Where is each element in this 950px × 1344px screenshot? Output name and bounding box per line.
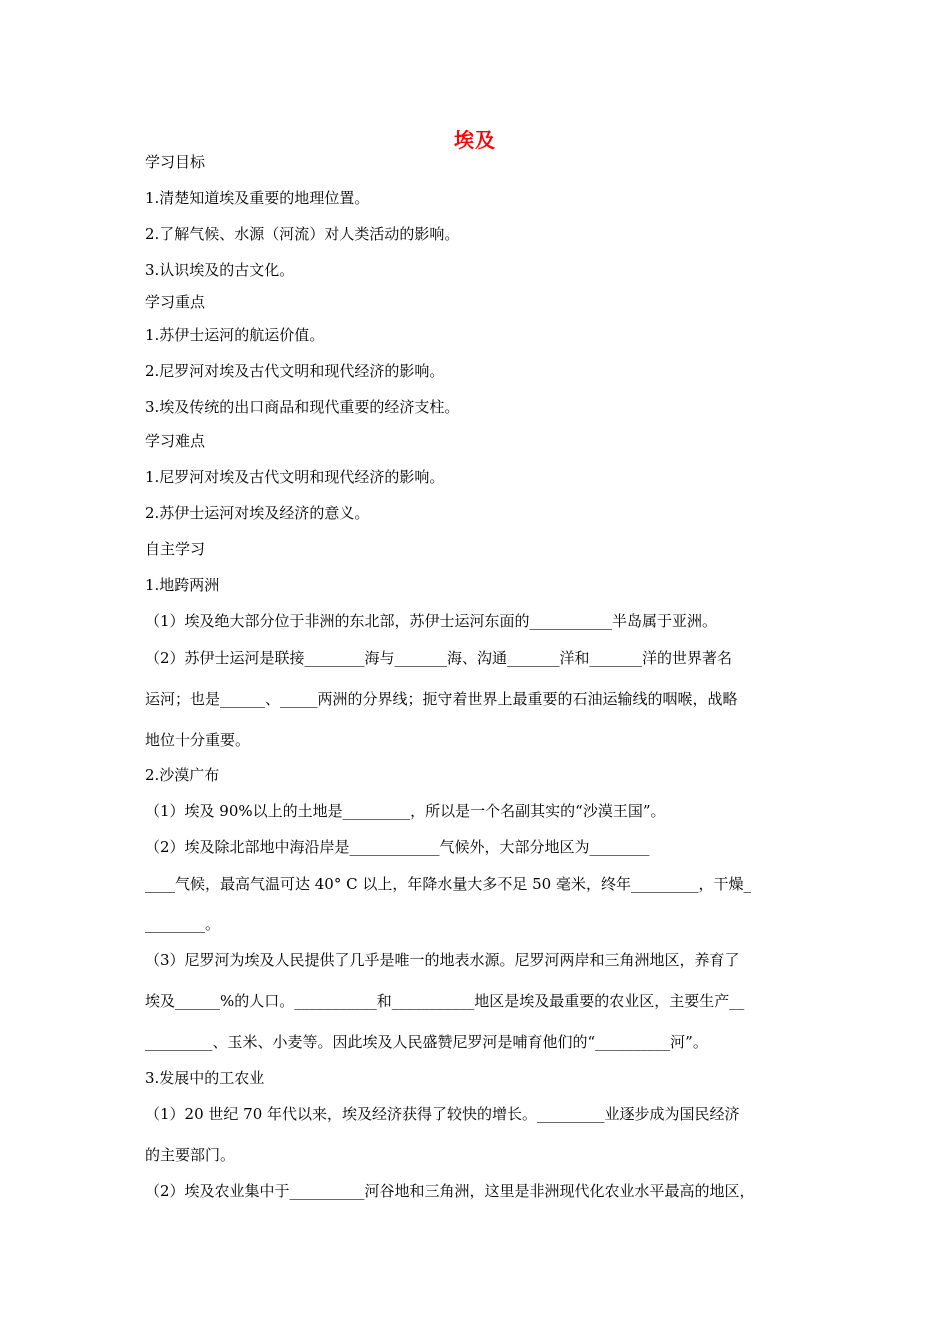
page-title: 埃及 [454,128,496,152]
section-2-heading: 2.沙漠广布 [145,766,220,784]
question-1-1: （1）埃及绝大部分位于非洲的东北部，苏伊士运河东面的___________半岛属于亚洲。 [145,612,718,630]
question-1-2-line-2: 运河；也是______、_____两洲的分界线；扼守着世界上最重要的石油运输线的咽喉，战略 [145,690,738,708]
heading-difficulties: 学习难点 [145,432,206,450]
heading-self-study: 自主学习 [145,540,206,558]
question-3-1-line-2: 的主要部门。 [145,1146,236,1164]
question-2-3-line-3: _________、玉米、小麦等。因此埃及人民盛赞尼罗河是哺育他们的“__________河”。 [145,1033,708,1051]
goal-2: 2.了解气候、水源（河流）对人类活动的影响。 [145,225,460,243]
difficulty-1: 1.尼罗河对埃及古代文明和现代经济的影响。 [145,468,445,486]
question-1-2-line-3: 地位十分重要。 [145,731,251,749]
question-2-3-line-2: 埃及______%的人口。___________和___________地区是埃及最重要的农业区，主要生产__ [145,992,745,1010]
question-1-2-line-1: （2）苏伊士运河是联接________海与_______海、沟通_______洋和_______洋的世界著名 [145,649,733,667]
goal-1: 1.清楚知道埃及重要的地理位置。 [145,189,370,207]
key-point-2: 2.尼罗河对埃及古代文明和现代经济的影响。 [145,362,445,380]
question-2-1: （1）埃及 90%以上的土地是_________，所以是一个名副其实的“沙漠王国”。 [145,802,666,820]
question-3-1-line-1: （1）20 世纪 70 年代以来，埃及经济获得了较快的增长。_________业逐步成为国民经济 [145,1105,740,1123]
key-point-3: 3.埃及传统的出口商品和现代重要的经济支柱。 [145,398,460,416]
question-3-2-line-1: （2）埃及农业集中于__________河谷地和三角洲，这里是非洲现代化农业水平最高的地区， [145,1182,755,1200]
question-2-2-line-1: （2）埃及除北部地中海沿岸是____________气候外，大部分地区为________ [145,838,650,856]
difficulty-2: 2.苏伊士运河对埃及经济的意义。 [145,504,370,522]
section-1-heading: 1.地跨两洲 [145,576,220,594]
heading-key-points: 学习重点 [145,293,206,311]
question-2-3-line-1: （3）尼罗河为埃及人民提供了几乎是唯一的地表水源。尼罗河两岸和三角洲地区，养育了 [145,951,740,969]
question-2-2-line-2: ____气候，最高气温可达 40° C 以上，年降水量大多不足 50 毫米，终年_________，干燥_ [145,875,751,893]
key-point-1: 1.苏伊士运河的航运价值。 [145,326,325,344]
goal-3: 3.认识埃及的古文化。 [145,261,295,279]
heading-study-goals: 学习目标 [145,153,206,171]
question-2-2-line-3: ________。 [145,915,221,933]
section-3-heading: 3.发展中的工农业 [145,1069,265,1087]
